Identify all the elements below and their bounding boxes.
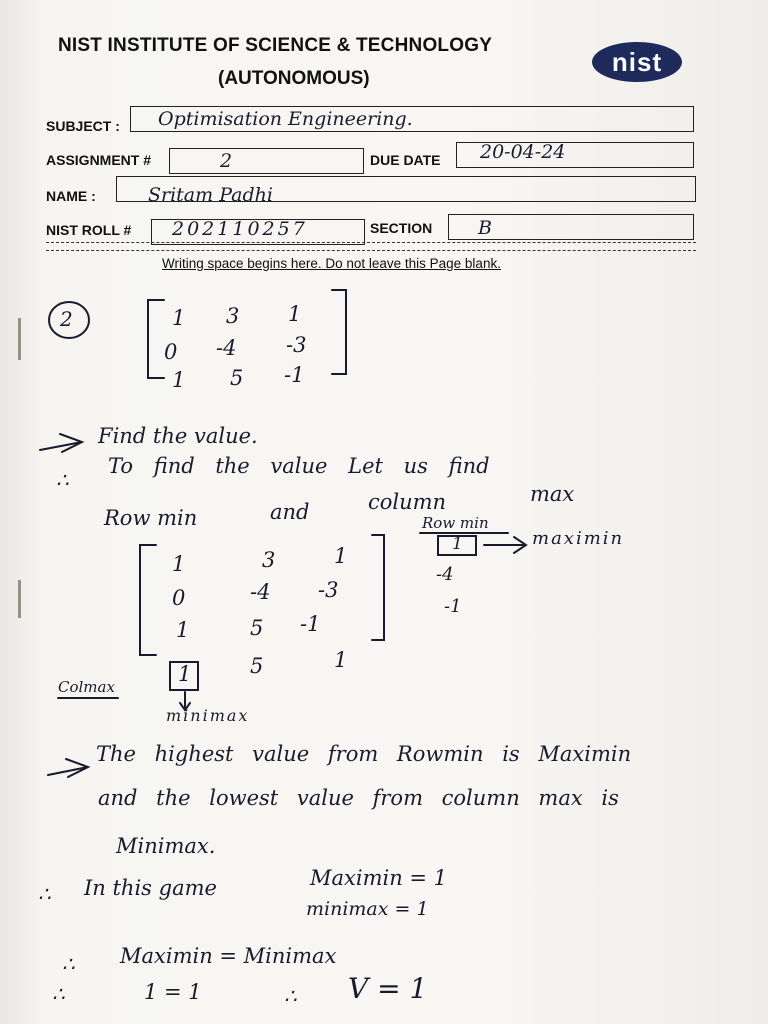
- matrix2-bracket-right: [372, 535, 384, 640]
- row-min-label: Row min: [422, 514, 489, 532]
- matrix-cell: 0: [164, 340, 178, 364]
- row-min-value: -4: [436, 564, 454, 585]
- maximin-equation: Maximin = 1: [310, 866, 448, 890]
- roll-label: NIST ROLL #: [46, 222, 132, 238]
- explanation-line-1: The highest value from Rowmin is Maximin: [96, 742, 632, 766]
- subject-label: SUBJECT :: [46, 118, 120, 134]
- minimax-equation: minimax = 1: [306, 898, 429, 920]
- matrix-cell: 3: [226, 304, 240, 328]
- matrix-bracket-left: [148, 300, 164, 378]
- matrix-cell: 1: [288, 302, 302, 326]
- matrix-cell: 0: [172, 586, 186, 610]
- final-equation-2: 1 = 1: [144, 980, 202, 1004]
- matrix-cell: 1: [172, 306, 186, 330]
- therefore-symbol: ∴: [38, 882, 51, 906]
- row-min-value: 1: [452, 534, 463, 554]
- matrix-cell: -4: [250, 580, 271, 604]
- explanation-line-3: Minimax.: [116, 834, 216, 858]
- due-date-value: 20-04-24: [480, 141, 566, 163]
- therefore-symbol: ∴: [62, 952, 75, 976]
- matrix-cell: -1: [284, 363, 305, 387]
- maximin-tag: maximin: [532, 528, 625, 549]
- matrix-cell: 3: [262, 548, 276, 572]
- matrix-cell: 5: [250, 616, 264, 640]
- matrix-cell: 5: [230, 366, 244, 390]
- nist-logo: nist: [592, 42, 682, 82]
- name-label: NAME :: [46, 188, 96, 204]
- text-column: column: [368, 490, 447, 514]
- arrow-icon: [484, 537, 526, 553]
- matrix-cell: -4: [216, 336, 237, 360]
- col-max-value: 5: [250, 654, 264, 678]
- final-equation-1: Maximin = Minimax: [120, 944, 337, 968]
- explanation-line-2: and the lowest value from column max is: [98, 786, 619, 810]
- subject-value: Optimisation Engineering.: [158, 108, 413, 130]
- section-label: SECTION: [370, 220, 433, 236]
- institute-name: NIST INSTITUTE OF SCIENCE & TECHNOLOGY: [58, 35, 493, 56]
- matrix-cell: 1: [172, 368, 186, 392]
- col-max-label: Colmax: [58, 678, 115, 696]
- line-to-find: To find the value Let us find: [108, 454, 490, 478]
- final-value: V = 1: [348, 972, 428, 1005]
- matrix-cell: -3: [286, 333, 307, 357]
- roll-value: 202110257: [172, 218, 308, 240]
- game-line: In this game: [84, 876, 217, 900]
- arrow-icon: [48, 759, 88, 777]
- therefore-symbol: ∴: [52, 982, 65, 1006]
- line-find-value: Find the value.: [98, 424, 258, 448]
- matrix-cell: 1: [176, 618, 190, 642]
- question-number: 2: [60, 307, 73, 331]
- therefore-symbol: ∴: [284, 984, 297, 1008]
- matrix-bracket-right: [332, 290, 346, 374]
- row-min-value: -1: [444, 596, 462, 617]
- col-max-value: 1: [334, 648, 348, 672]
- matrix-cell: 1: [172, 552, 186, 576]
- due-date-label: DUE DATE: [370, 152, 441, 168]
- matrix-cell: -3: [318, 578, 339, 602]
- section-value: B: [478, 217, 492, 239]
- text-max: max: [530, 482, 575, 506]
- minimax-tag: minimax: [166, 706, 250, 725]
- text-row-min: Row min: [104, 506, 198, 530]
- matrix-cell: 1: [334, 544, 348, 568]
- writing-instruction: Writing space begins here. Do not leave this Page blank.: [162, 256, 501, 271]
- assignment-value: 2: [220, 150, 233, 172]
- assignment-label: ASSIGNMENT #: [46, 152, 152, 168]
- text-and: and: [270, 500, 310, 524]
- col-max-value: 1: [178, 662, 192, 686]
- arrow-icon: [40, 434, 82, 452]
- therefore-symbol: ∴: [56, 468, 69, 492]
- matrix-cell: -1: [300, 612, 321, 636]
- matrix2-bracket-left: [140, 545, 156, 655]
- institute-status: (AUTONOMOUS): [218, 68, 370, 89]
- name-value: Sritam Padhi: [148, 184, 273, 206]
